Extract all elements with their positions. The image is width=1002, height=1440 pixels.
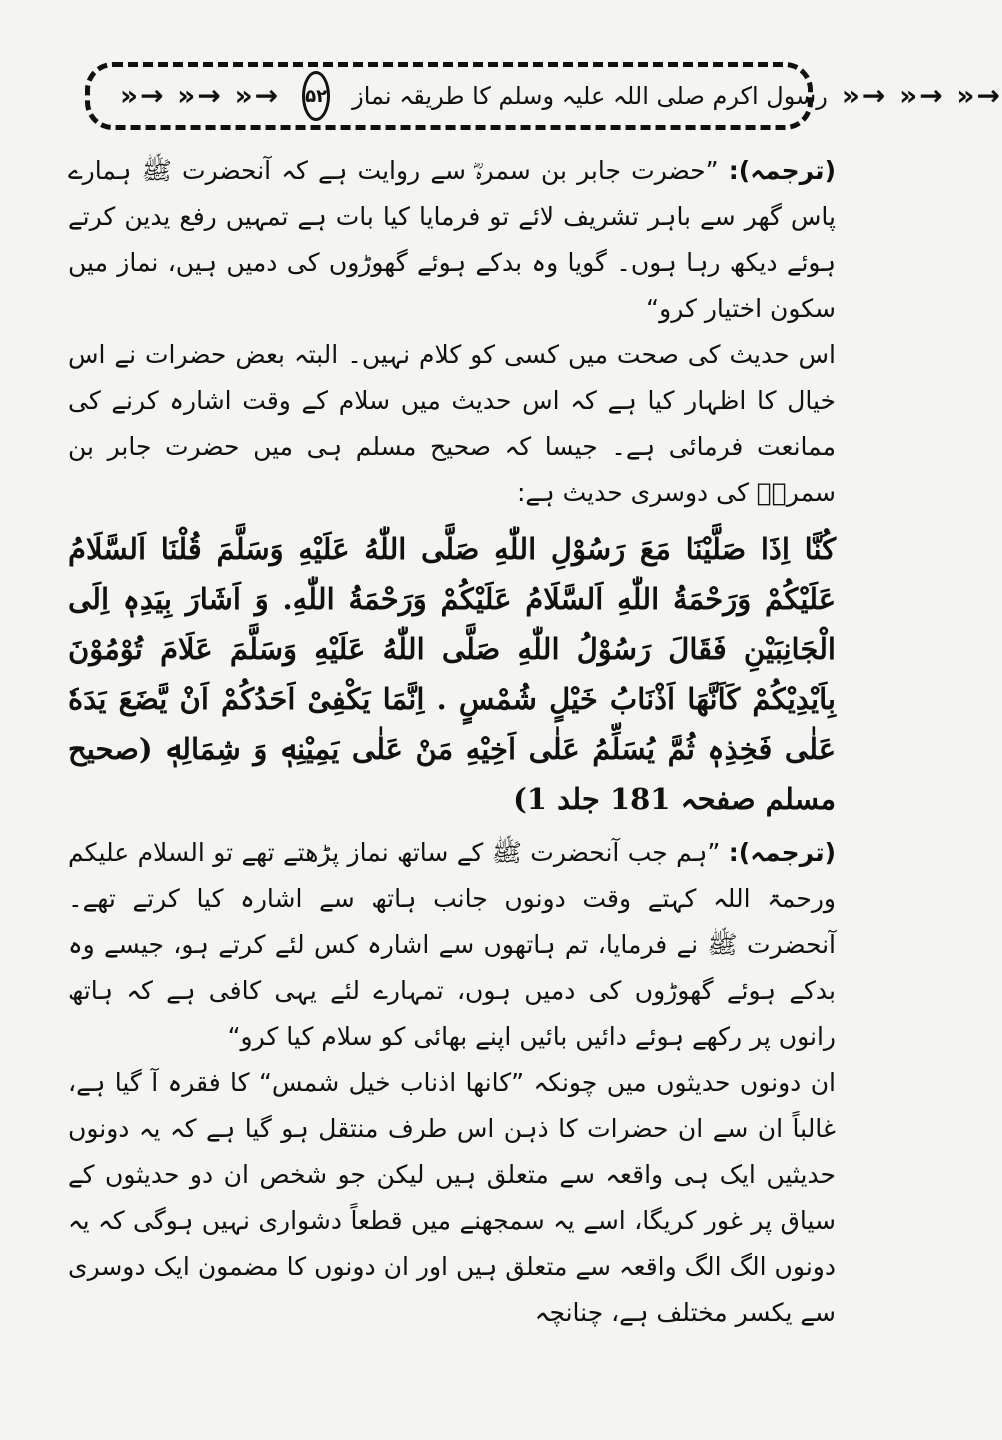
commentary-paragraph-1: اس حدیث کی صحت میں کسی کو کلام نہیں۔ البتہ بعض حضرات نے اس خیال کا اظہار کیا ہے کہ اس حدیث میں سلام کے وقت اشارہ کرنے کی ممانعت فرمائی ہے۔ جیسا کہ صحیح مسلم ہی میں حضرت جابر بن سمرہؓ کی دوسری حدیث ہے: <box>68 340 836 507</box>
page-number: ۵۲ <box>302 71 330 121</box>
page-body <box>68 148 836 1336</box>
arabic-hadith-body: كُنَّا اِذَا صَلَّيْنَا مَعَ رَسُوْلِ اللّٰهِ صَلَّى اللّٰهُ عَلَيْهِ وَسَلَّمَ قُلْنَا اَلسَّلَامُ عَلَيْكُمْ وَرَحْمَةُ اللّٰهِ اَلسَّلَامُ عَلَيْكُمْ وَرَحْمَةُ اللّٰهِ. وَ اَشَارَ بِيَدِهٖ اِلَى الْجَانِبَيْنِ فَقَالَ رَسُوْلُ اللّٰهِ صَلَّى اللّٰهُ عَلَيْهِ وَسَلَّمَ عَلَامَ تُوْمُوْنَ بِاَيْدِيْكُمْ كَاَنَّهَا اَذْنَابُ خَيْلٍ شُمْسٍ . اِنَّمَا يَكْفِىْ اَحَدُكُمْ اَنْ يَّضَعَ يَدَهٗ عَلٰى فَخِذِهٖ ثُمَّ يُسَلِّمُ عَلٰى اَخِيْهِ مَنْ عَلٰى يَمِيْنِهٖ وَ شِمَالِهٖ <box>68 532 836 766</box>
hadith-reference: (صحیح مسلم صفحہ 181 جلد 1) <box>68 732 836 816</box>
page-header-title: رسول اکرم صلی اللہ علیہ وسلم کا طریقہ نماز <box>352 82 828 110</box>
arabic-hadith-text <box>68 524 836 824</box>
commentary-paragraph-2: ان دونوں حدیثوں میں چونکہ ”کانھا اذناب خیل شمس“ کا فقرہ آ گیا ہے، غالباً ان سے ان حضرات کا ذہن اس طرف منتقل ہو گیا ہے کہ یہ دونوں حدیثیں ایک ہی واقعہ سے متعلق ہیں لیکن جو شخص ان دو حدیثوں کے سیاق پر غور کریگا، اسے یہ سمجھنے میں قطعاً دشواری نہیں ہوگی کہ یہ دونوں الگ الگ واقعہ سے متعلق ہیں اور ان دونوں کا مضمون ایک دوسری سے یکسر مختلف ہے، چنانچہ <box>68 1068 836 1327</box>
arrow-ornament-left-icon: »→ »→ »→ <box>120 79 281 112</box>
page-header <box>85 62 1002 130</box>
translation-paragraph-2 <box>68 830 836 1060</box>
translation-text: ”حضرت جابر بن سمرہؓ سے روایت ہے کہ آنحضرت ﷺ ہمارے پاس گھر سے باہر تشریف لائے تو فرمایا کیا بات ہے تمہیں رفع یدین کرتے ہوئے دیکھ رہا ہوں۔ گویا وہ بدکے ہوئے گھوڑوں کی دمیں ہیں، نماز میں سکون اختیار کرو“ <box>68 156 836 323</box>
translation-label: (ترجمہ): <box>728 156 836 185</box>
arrow-ornament-right-icon: »→ »→ »→ <box>841 79 1002 112</box>
translation-paragraph-1 <box>68 148 836 332</box>
translation-label: (ترجمہ): <box>728 838 837 867</box>
translation-text: ”ہم جب آنحضرت ﷺ کے ساتھ نماز پڑھتے تھے تو السلام علیکم ورحمۃ اللہ کہتے وقت دونوں جانب ہاتھ سے اشارہ کیا کرتے تھے۔ آنحضرت ﷺ نے فرمایا، تم ہاتھوں سے اشارہ کس لئے کرتے ہو، جیسے وہ بدکے ہوئے گھوڑوں کی دمیں ہوں، تمہارے لئے یہی کافی ہے کہ ہاتھ رانوں پر رکھے ہوئے دائیں بائیں اپنے بھائی کو سلام کیا کرو“ <box>68 838 836 1051</box>
